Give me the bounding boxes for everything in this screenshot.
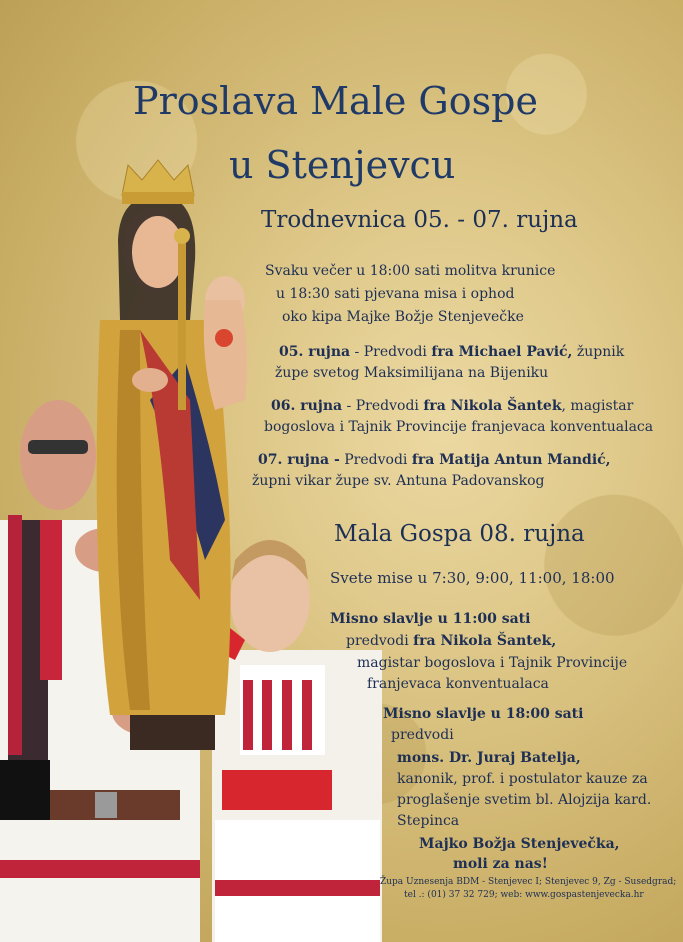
- day-05-line1: [279, 343, 624, 362]
- day-06-line2: bogoslova i Tajnik Provincije franjevaca konventualaca: [264, 419, 654, 435]
- mass-times-values: 7:30, 9:00, 11:00, 18:00: [432, 569, 615, 587]
- mass-times-label: Svete mise u: [330, 569, 433, 587]
- day-05-rest: župnik: [572, 344, 625, 360]
- m18-priest: mons. Dr. Juraj Batelja,: [397, 750, 581, 766]
- m18-line6: Stepinca: [397, 813, 460, 829]
- m18-line4: kanonik, prof. i postulator kauze za: [397, 771, 648, 787]
- day-05-priest: fra Michael Pavić,: [431, 344, 573, 360]
- day-05-mid: - Predvodi: [350, 344, 432, 360]
- mala-gospa-heading: Mala Gospa 08. rujna: [334, 521, 585, 547]
- day-07-mid: Predvodi: [339, 452, 412, 468]
- m11-line4: franjevaca konventualaca: [367, 676, 549, 692]
- day-07-date: 07. rujna -: [258, 452, 340, 468]
- day-06-line1: [271, 397, 633, 416]
- day-06-mid: - Predvodi: [342, 398, 424, 414]
- footer-contact: tel .: (01) 37 32 729; web: www.gospastenjevecka.hr: [404, 890, 644, 900]
- day-07-priest: fra Matija Antun Mandić,: [411, 452, 611, 468]
- intro-line-3: oko kipa Majke Božje Stenjevečke: [282, 309, 524, 325]
- m11-line2: [346, 632, 556, 651]
- prayer-line1: Majko Božja Stenjevečka,: [419, 836, 620, 852]
- m11-line3: magistar bogoslova i Tajnik Provincije: [357, 655, 628, 671]
- day-05-line2: župe svetog Maksimilijana na Bijeniku: [275, 365, 549, 381]
- day-07-line1: [258, 451, 611, 470]
- m18-line5: proglašenje svetim bl. Alojzija kard.: [397, 792, 652, 808]
- day-06-date: 06. rujna: [271, 398, 343, 414]
- day-06-rest: , magistar: [561, 398, 634, 414]
- girl-figure: [212, 540, 382, 942]
- prayer-line2: moli za nas!: [453, 856, 548, 872]
- trodnevnica-heading: Trodnevnica 05. - 07. rujna: [261, 207, 578, 233]
- madonna-statue: [97, 160, 247, 750]
- intro-line-1: Svaku večer u 18:00 sati molitva krunice: [265, 263, 556, 279]
- main-title-line2: u Stenjevcu: [229, 143, 456, 187]
- footer-address: Župa Uznesenja BDM - Stenjevec I; Stenjevec 9, Zg - Susedgrad;: [380, 877, 677, 887]
- day-06-priest: fra Nikola Šantek: [423, 398, 562, 414]
- m11-title: Misno slavlje u 11:00 sati: [330, 611, 531, 627]
- m18-pre: predvodi: [391, 727, 454, 743]
- intro-line-2: u 18:30 sati pjevana misa i ophod: [276, 286, 515, 302]
- mass-times: [330, 569, 615, 588]
- day-05-date: 05. rujna: [279, 344, 351, 360]
- m11-priest: fra Nikola Šantek,: [413, 633, 557, 649]
- day-07-line2: župni vikar župe sv. Antuna Padovanskog: [252, 473, 545, 489]
- m11-pre: predvodi: [346, 633, 414, 649]
- main-title-line1: Proslava Male Gospe: [133, 79, 538, 123]
- m18-title: Misno slavlje u 18:00 sati: [383, 706, 584, 722]
